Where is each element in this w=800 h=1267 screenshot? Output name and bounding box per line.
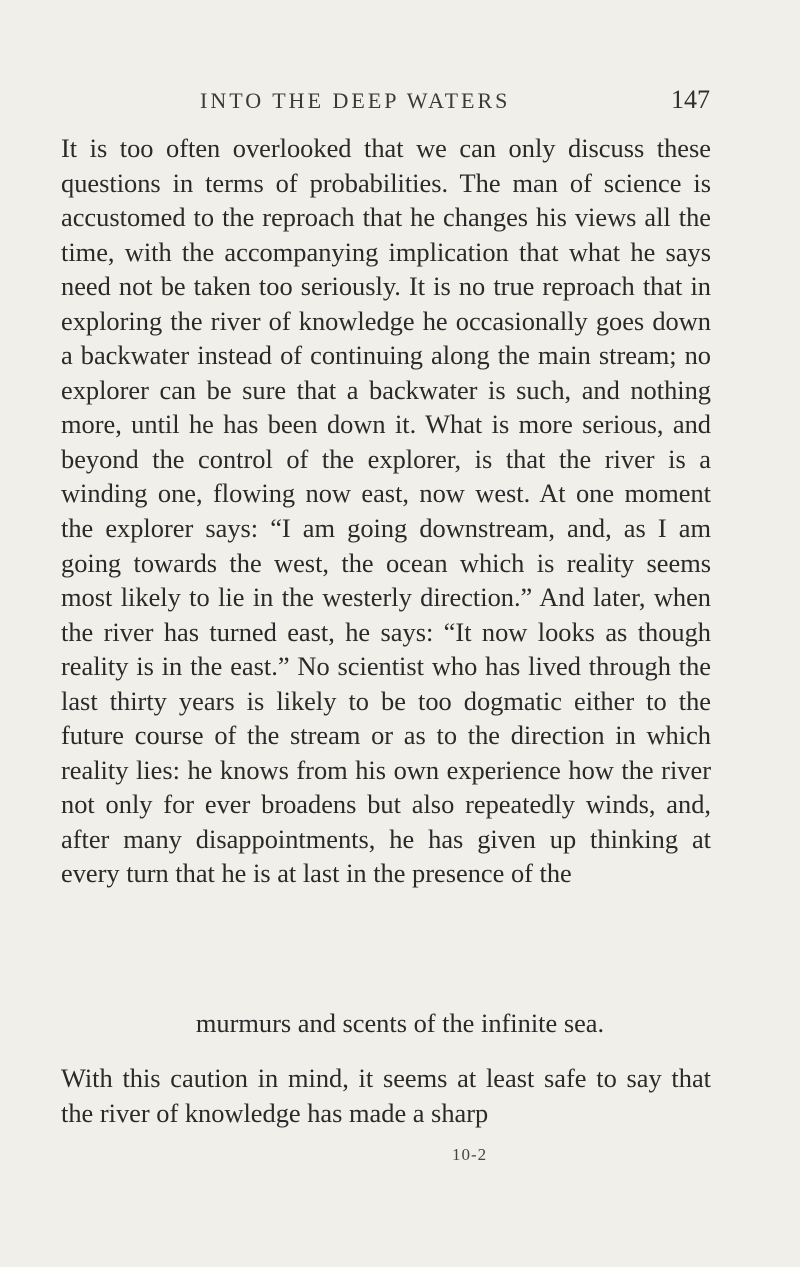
signature-mark: 10-2 — [452, 1145, 488, 1164]
running-title: INTO THE DEEP WATERS — [200, 88, 511, 113]
quoted-line: murmurs and scents of the infinite sea. — [195, 1008, 605, 1038]
page-number: 147 — [671, 85, 710, 114]
running-head — [60, 85, 710, 118]
body-paragraph-2: With this caution in mind, it seems at least safe to say that the river of knowledge has made a sharp — [61, 1063, 711, 1128]
body-paragraph-1: It is too often overlooked that we can only discuss these questions in terms of probabilities. The man of science is accustomed to the reproach that he changes his views all the time, with the accompanying implication that what he says need not be taken too seriously. It is no true reproach that in exploring the river of knowledge he occasionally goes down a backwater instead of continuing along the main stream; no explorer can be sure that a backwater is such, and nothing more, until he has been down it. What is more serious, and beyond the control of the explorer, is that the river is a winding one, flowing now east, now west. At one moment the explorer says: “I am going downstream, and, as I am going towards the west, the ocean which is reality seems most likely to lie in the westerly direction.” And later, when the river has turned east, he says: “It now looks as though reality is in the east.” No scientist who has lived through the last thirty years is likely to be too dogmatic either to the future course of the stream or as to the direction in which reality lies: he knows from his own experience how the river not only for ever broadens but also repeatedly winds, and, after many disappointments, he has given up thinking at every turn that he is at last in the presence of the — [61, 133, 711, 889]
